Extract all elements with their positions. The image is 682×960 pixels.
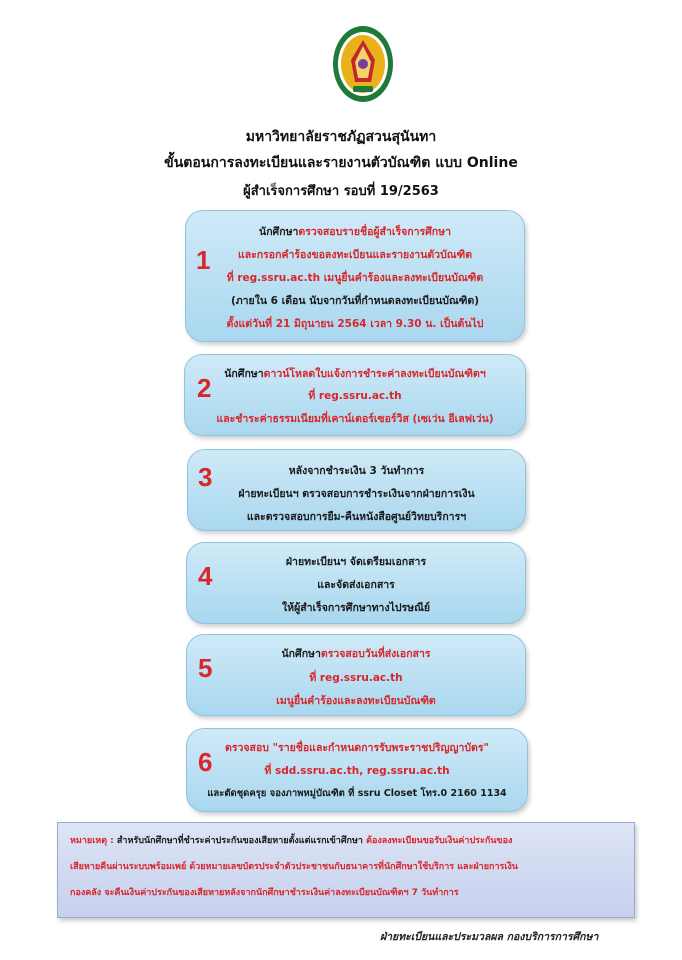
footer-department: ฝ่ายทะเบียนและประมวลผล กองบริการการศึกษา (380, 931, 599, 943)
step-line: ตรวจสอบ "รายชื่อและกำหนดการรับพระราชปริญญาบัตร" (225, 742, 489, 754)
step-line: นักศึกษาตรวจสอบวันที่ส่งเอกสาร (281, 648, 431, 660)
university-name: มหาวิทยาลัยราชภัฏสวนสุนันทา (245, 129, 437, 145)
remark-line: หมายเหตุ : สำหรับนักศึกษาที่ชำระค่าประกันของเสียหายตั้งแต่แรกเข้าศึกษา ต้องลงทะเบียนขอรับเงินค่าประกันของ (70, 836, 513, 846)
step-line: และตรวจสอบการยืม-คืนหนังสือศูนย์วิทยบริการฯ (246, 511, 467, 523)
step-line: นักศึกษาตรวจสอบรายชื่อผู้สำเร็จการศึกษา (259, 226, 451, 238)
step-line: ตั้งแต่วันที่ 21 มิถุนายน 2564 เวลา 9.30 น. เป็นต้นไป (226, 318, 484, 330)
step-line: เมนูยื่นคำร้องและลงทะเบียนบัณฑิต (276, 695, 436, 707)
step-line: และจัดส่งเอกสาร (317, 579, 395, 591)
step-1-box (185, 210, 525, 342)
step-line: และตัดชุดครุย จองภาพหมู่บัณฑิต ที่ ssru Closet โทร.0 2160 1134 (207, 788, 507, 799)
step-line: หลังจากชำระเงิน 3 วันทำการ (288, 465, 425, 477)
step-line: (ภายใน 6 เดือน นับจากวันที่กำหนดลงทะเบียนบัณฑิต) (230, 295, 480, 307)
step-number: 1 (196, 245, 211, 275)
step-3-box (187, 449, 526, 531)
step-6-box (186, 728, 528, 812)
step-line: ฝ่ายทะเบียนฯ ตรวจสอบการชำระเงินจากฝ่ายการเงิน (238, 488, 475, 500)
step-5-box (186, 634, 526, 716)
remark-box (57, 822, 635, 918)
step-line: ที่ reg.ssru.ac.th (309, 672, 403, 684)
step-2-box (184, 354, 526, 436)
step-line: และกรอกคำร้องขอลงทะเบียนและรายงานตัวบัณฑิต (237, 249, 473, 261)
step-number: 4 (198, 561, 213, 591)
remark-line: เสียหายคืนผ่านระบบพร้อมเพย์ ด้วยหมายเลขบัตรประจำตัวประชาชนกับธนาคารที่นักศึกษาใช้บริการ และฝ่ายการเงิน (70, 862, 518, 872)
graduation-round: ผู้สำเร็จการศึกษา รอบที่ 19/2563 (243, 184, 439, 199)
step-4-box (186, 542, 526, 624)
step-number: 3 (198, 462, 213, 492)
step-number: 2 (197, 373, 212, 403)
step-line: ให้ผู้สำเร็จการศึกษาทางไปรษณีย์ (282, 602, 430, 614)
university-seal-logo (331, 24, 395, 106)
step-number: 5 (198, 653, 213, 683)
remark-line: กองคลัง จะคืนเงินค่าประกันของเสียหายหลังจากนักศึกษาชำระเงินค่าลงทะเบียนบัณฑิตฯ 7 วันทำการ (70, 888, 459, 898)
step-line: ที่ sdd.ssru.ac.th, reg.ssru.ac.th (264, 765, 450, 777)
step-line: ฝ่ายทะเบียนฯ จัดเตรียมเอกสาร (285, 556, 427, 568)
remark-label: หมายเหตุ : (70, 836, 114, 846)
page-subtitle: ขั้นตอนการลงทะเบียนและรายงานตัวบัณฑิต แบบ Online (164, 155, 518, 171)
step-line: ที่ reg.ssru.ac.th เมนูยื่นคำร้องและลงทะเบียนบัณฑิต (226, 272, 484, 284)
step-line: ที่ reg.ssru.ac.th (308, 390, 402, 402)
step-number: 6 (198, 747, 213, 777)
step-line: นักศึกษาดาวน์โหลดใบแจ้งการชำระค่าลงทะเบียนบัณฑิตฯ (224, 368, 486, 380)
step-line: และชำระค่าธรรมเนียมที่เคาน์เตอร์เซอร์วิส (เซเว่น อีเลฟเว่น) (216, 413, 494, 425)
